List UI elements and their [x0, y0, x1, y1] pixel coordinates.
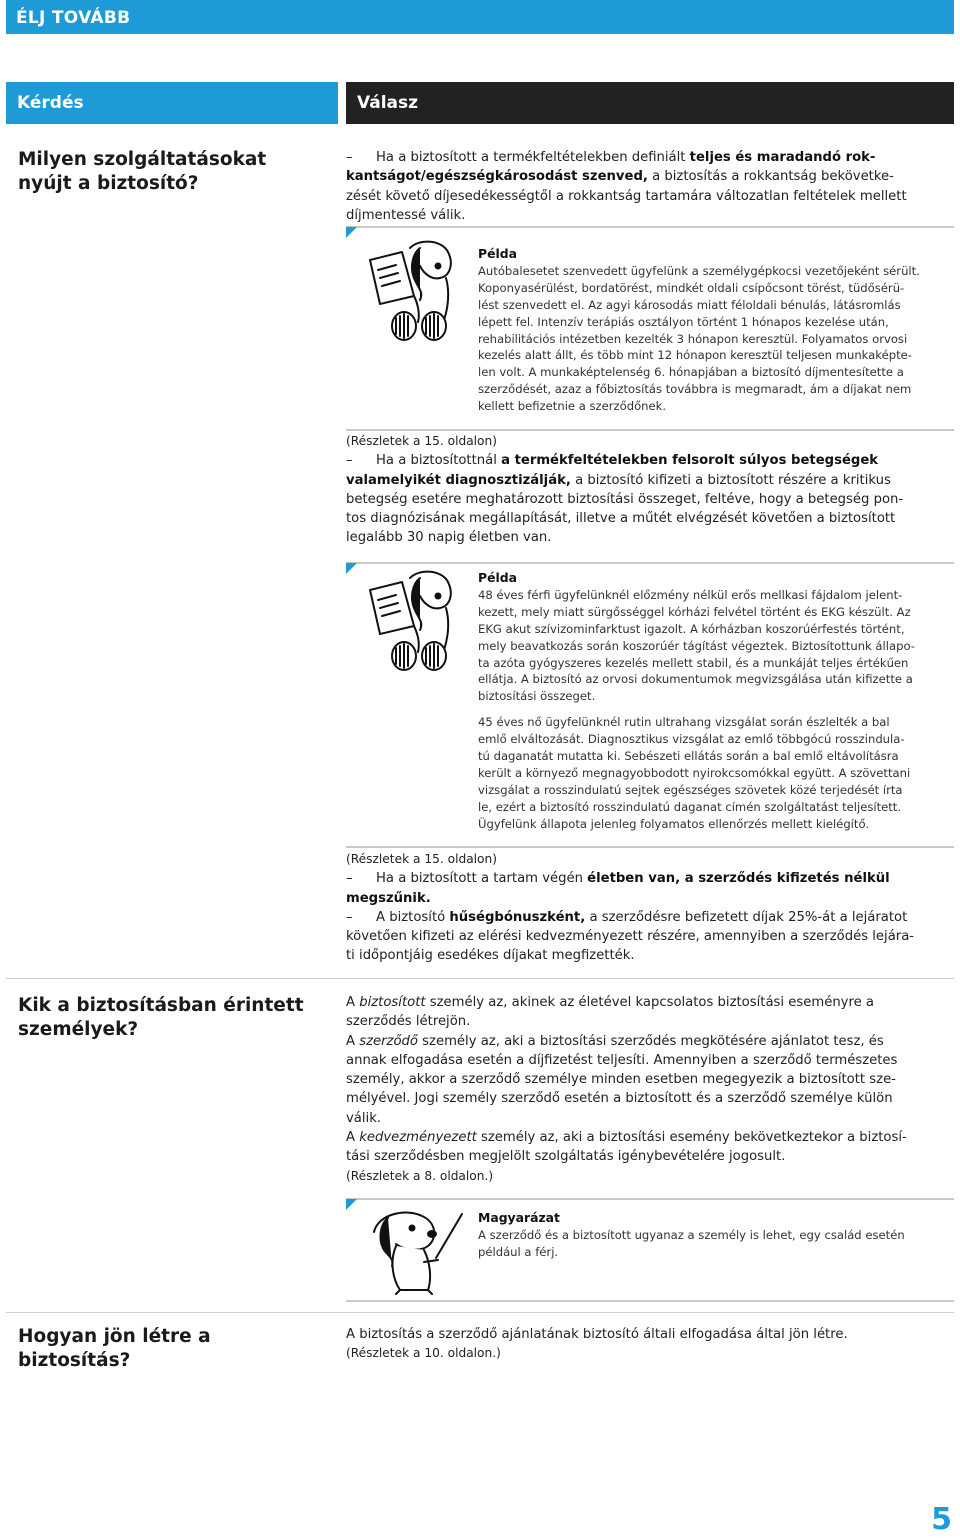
answer-2-line: – Ha a biztosítottnál a termékfeltételekben felsorolt súlyos betegségek — [346, 453, 879, 469]
example-2-line: ta azóta gyógyszeres kezelés mellett stabil, és a munkáját teljes értékűen — [478, 655, 909, 670]
example-2-line: kezett, mely miatt sürgősséggel kórházi felvétel történt és EKG készült. Az — [478, 604, 911, 619]
example-1-line: lést szenvedett el. Az agyi károsodás miatt féloldali bénulás, látásromlás — [478, 297, 901, 312]
example-2-line: Ügyfelünk állapota jelenleg folyamatos ellenőrzés mellett kielégítő. — [478, 816, 870, 831]
page-number: 5 — [931, 1502, 952, 1537]
example-2-line: le, ezért a biztosító rosszindulatú daganat címén szolgáltatást teljesített. — [478, 799, 902, 814]
answer-q2-line: A kedvezményezett személy az, aki a biztosítási esemény bekövetkeztekor a biztosí- — [346, 1130, 907, 1146]
example-1-corner-marker — [346, 227, 357, 238]
example-1-line: lépett fel. Intenzív terápiás osztályon történt 1 hónapos kezelése után, — [478, 314, 889, 329]
example-1-line: kezelés alatt állt, és több mint 12 hónapon keresztül teljesen munkaképte- — [478, 348, 912, 363]
column-header-question — [6, 82, 338, 124]
answer-2-line: tos diagnózisának megállapítását, illetve a műtét elvégzését követően a biztosított — [346, 511, 896, 527]
explanation-title: Magyarázat — [478, 1210, 560, 1225]
answer-q2-line: válik. — [346, 1110, 382, 1126]
example-1-top-rule — [346, 226, 954, 228]
answer-2-block — [346, 432, 936, 548]
reference-3: (Részletek a 8. oldalon.) — [346, 1168, 494, 1183]
example-1-bottom-rule — [346, 429, 954, 431]
answer-q2-line: szerződés létrejön. — [346, 1014, 471, 1030]
example-2-line: tú daganatát mutatta ki. Sebészeti ellátás során a bal emlő eltávolításra — [478, 749, 899, 764]
explanation-line: A szerződő és a biztosított ugyanaz a személy is lehet, egy család esetén — [478, 1227, 905, 1242]
explanation-top-rule — [346, 1198, 954, 1200]
question-2: Kik a biztosításban érintett személyek? — [18, 995, 304, 1040]
answer-1-line: – Ha a biztosított a termékfeltételekben definiált teljes és maradandó rok- — [346, 150, 876, 165]
example-2-corner-marker — [346, 563, 357, 574]
example-2-title: Példa — [478, 570, 517, 585]
explanation-corner-marker — [346, 1199, 357, 1210]
answer-q3-line: A biztosítás a szerződő ajánlatának biztosító általi elfogadása által jön létre. — [346, 1327, 848, 1342]
example-1-line: rehabilitációs intézetben kezelték 3 hónapon keresztül. Folyamatos orvosi — [478, 331, 908, 346]
example-2-line: EKG akut szívizominfarktust igazolt. A kórházban koszorúérfestés történt, — [478, 621, 905, 636]
answer-q2-line: mélyével. Jogi személy szerződő esetén a biztosított és a szerződő személye külön — [346, 1091, 893, 1107]
example-2-line: került a környező megnagyobbodott nyirokcsomókkal együtt. A szövettani — [478, 765, 911, 780]
column-header-answer — [346, 82, 954, 124]
section-separator — [6, 978, 954, 979]
snoopy-reading-illustration — [362, 238, 462, 342]
header-title: ÉLJ TOVÁBB — [16, 8, 131, 28]
answer-2-line: legalább 30 napig életben van. — [346, 530, 552, 546]
answer-3-line: megszűnik. — [346, 890, 431, 906]
answer-2-line: valamelyikét diagnosztizálják, a biztosító kifizeti a biztosított részére a kritikus — [346, 472, 891, 488]
example-1-line: Koponyasérülést, bordatörést, mindkét oldali csípőcsont törést, tüdősérü- — [478, 280, 905, 295]
answer-1-block — [346, 148, 936, 225]
header-band — [6, 0, 954, 34]
example-2-top-rule — [346, 562, 954, 564]
example-1-line: len volt. A munkaképtelenség 6. hónapjában a biztosító díjmentesítette a — [478, 365, 904, 380]
example-1-line: kellett befizetnie a szerződőnek. — [478, 399, 667, 414]
example-2-line: vizsgálat a rosszindulatú sejtek egészséges szövetek közé terjedését írta — [478, 782, 903, 797]
answer-3-line: – Ha a biztosított a tartam végén életben van, a szerződés kifizetés nélkül — [346, 871, 890, 887]
answer-q2-line: A biztosított személy az, akinek az életével kapcsolatos biztosítási eseményre a — [346, 995, 875, 1010]
reference-4: (Részletek a 10. oldalon.) — [346, 1346, 501, 1361]
answer-q2-line: annak elfogadása esetén a díjfizetést teljesíti. Amennyiben a szerződő természetes — [346, 1052, 898, 1068]
answer-3-line: követően kifizeti az elérési kedvezményezett részére, amennyiben a szerződés lejára- — [346, 929, 915, 945]
question-3: Hogyan jön létre a biztosítás? — [18, 1326, 211, 1371]
column-header-answer-label: Válasz — [357, 93, 419, 113]
explanation-line: például a férj. — [478, 1244, 559, 1259]
example-1 — [478, 246, 938, 415]
example-1-line: szerződését, azaz a főbiztosítás továbbra is megmaradt, ám a díjakat nem — [478, 382, 912, 397]
answer-2-line: betegség esetére meghatározott biztosítási összeget, feltéve, hogy a betegség pon- — [346, 491, 904, 507]
snoopy-pointing-illustration — [366, 1204, 466, 1296]
example-2-line: mely beavatkozás során koszorúér tágítást végeztek. Biztosítottunk állapo- — [478, 638, 915, 653]
answer-q2-line: személy, akkor a szerződő személye minden esetben megegyezik a biztosított sze- — [346, 1072, 896, 1088]
answer-3-block — [346, 850, 936, 966]
reference-1: (Részletek a 15. oldalon) — [346, 434, 497, 448]
answer-q3-block — [346, 1325, 936, 1364]
example-2-line: biztosítási összeget. — [478, 689, 596, 704]
answer-1-line: zését követő díjesedékességtől a rokkantság tartamára változatlan feltételek mellett — [346, 188, 907, 204]
example-1-line: Autóbalesetet szenvedett ügyfelünk a személygépkocsi vezetőjeként sérült. — [478, 263, 920, 278]
answer-3-line: – A biztosító hűségbónuszként, a szerződésre befizetett díjak 25%-át a lejáratot — [346, 909, 908, 925]
explanation-bottom-rule — [346, 1300, 954, 1302]
example-2-line: 48 éves férfi ügyfelünknél előzmény nélkül erős mellkasi fájdalom jelent- — [478, 587, 903, 602]
example-2-line: 45 éves nő ügyfelünknél rutin ultrahang vizsgálat során észlelték a bal — [478, 715, 890, 730]
example-1-title: Példa — [478, 246, 517, 261]
question-1: Milyen szolgáltatásokat nyújt a biztosító? — [18, 149, 267, 194]
answer-1-line: díjmentessé válik. — [346, 207, 466, 223]
example-2-bottom-rule — [346, 846, 954, 848]
reference-2: (Részletek a 15. oldalon) — [346, 852, 497, 866]
snoopy-reading-illustration — [362, 568, 462, 672]
example-2-line: ellátja. A biztosító az orvosi dokumentumok megvizsgálása után kifizette a — [478, 672, 913, 687]
explanation — [478, 1210, 938, 1261]
column-header-question-label: Kérdés — [17, 93, 84, 113]
answer-q2-block — [346, 993, 936, 1186]
example-2 — [478, 570, 938, 833]
answer-q2-line: tási szerződésben megjelölt szolgáltatás igénybevételére jogosult. — [346, 1149, 786, 1165]
answer-1-line: kantságot/egészségkárosodást szenved, a biztosítás a rokkantság bekövetke- — [346, 169, 894, 185]
answer-3-line: ti időpontjáig esedékes díjakat megfizették. — [346, 948, 635, 964]
example-2-line: emlő elváltozását. Diagnosztikus vizsgálat az emlő többgócú rosszindula- — [478, 732, 905, 747]
answer-q2-line: A szerződő személy az, aki a biztosítási szerződés megkötésére ajánlatot tesz, és — [346, 1033, 884, 1049]
section-separator — [6, 1312, 954, 1313]
